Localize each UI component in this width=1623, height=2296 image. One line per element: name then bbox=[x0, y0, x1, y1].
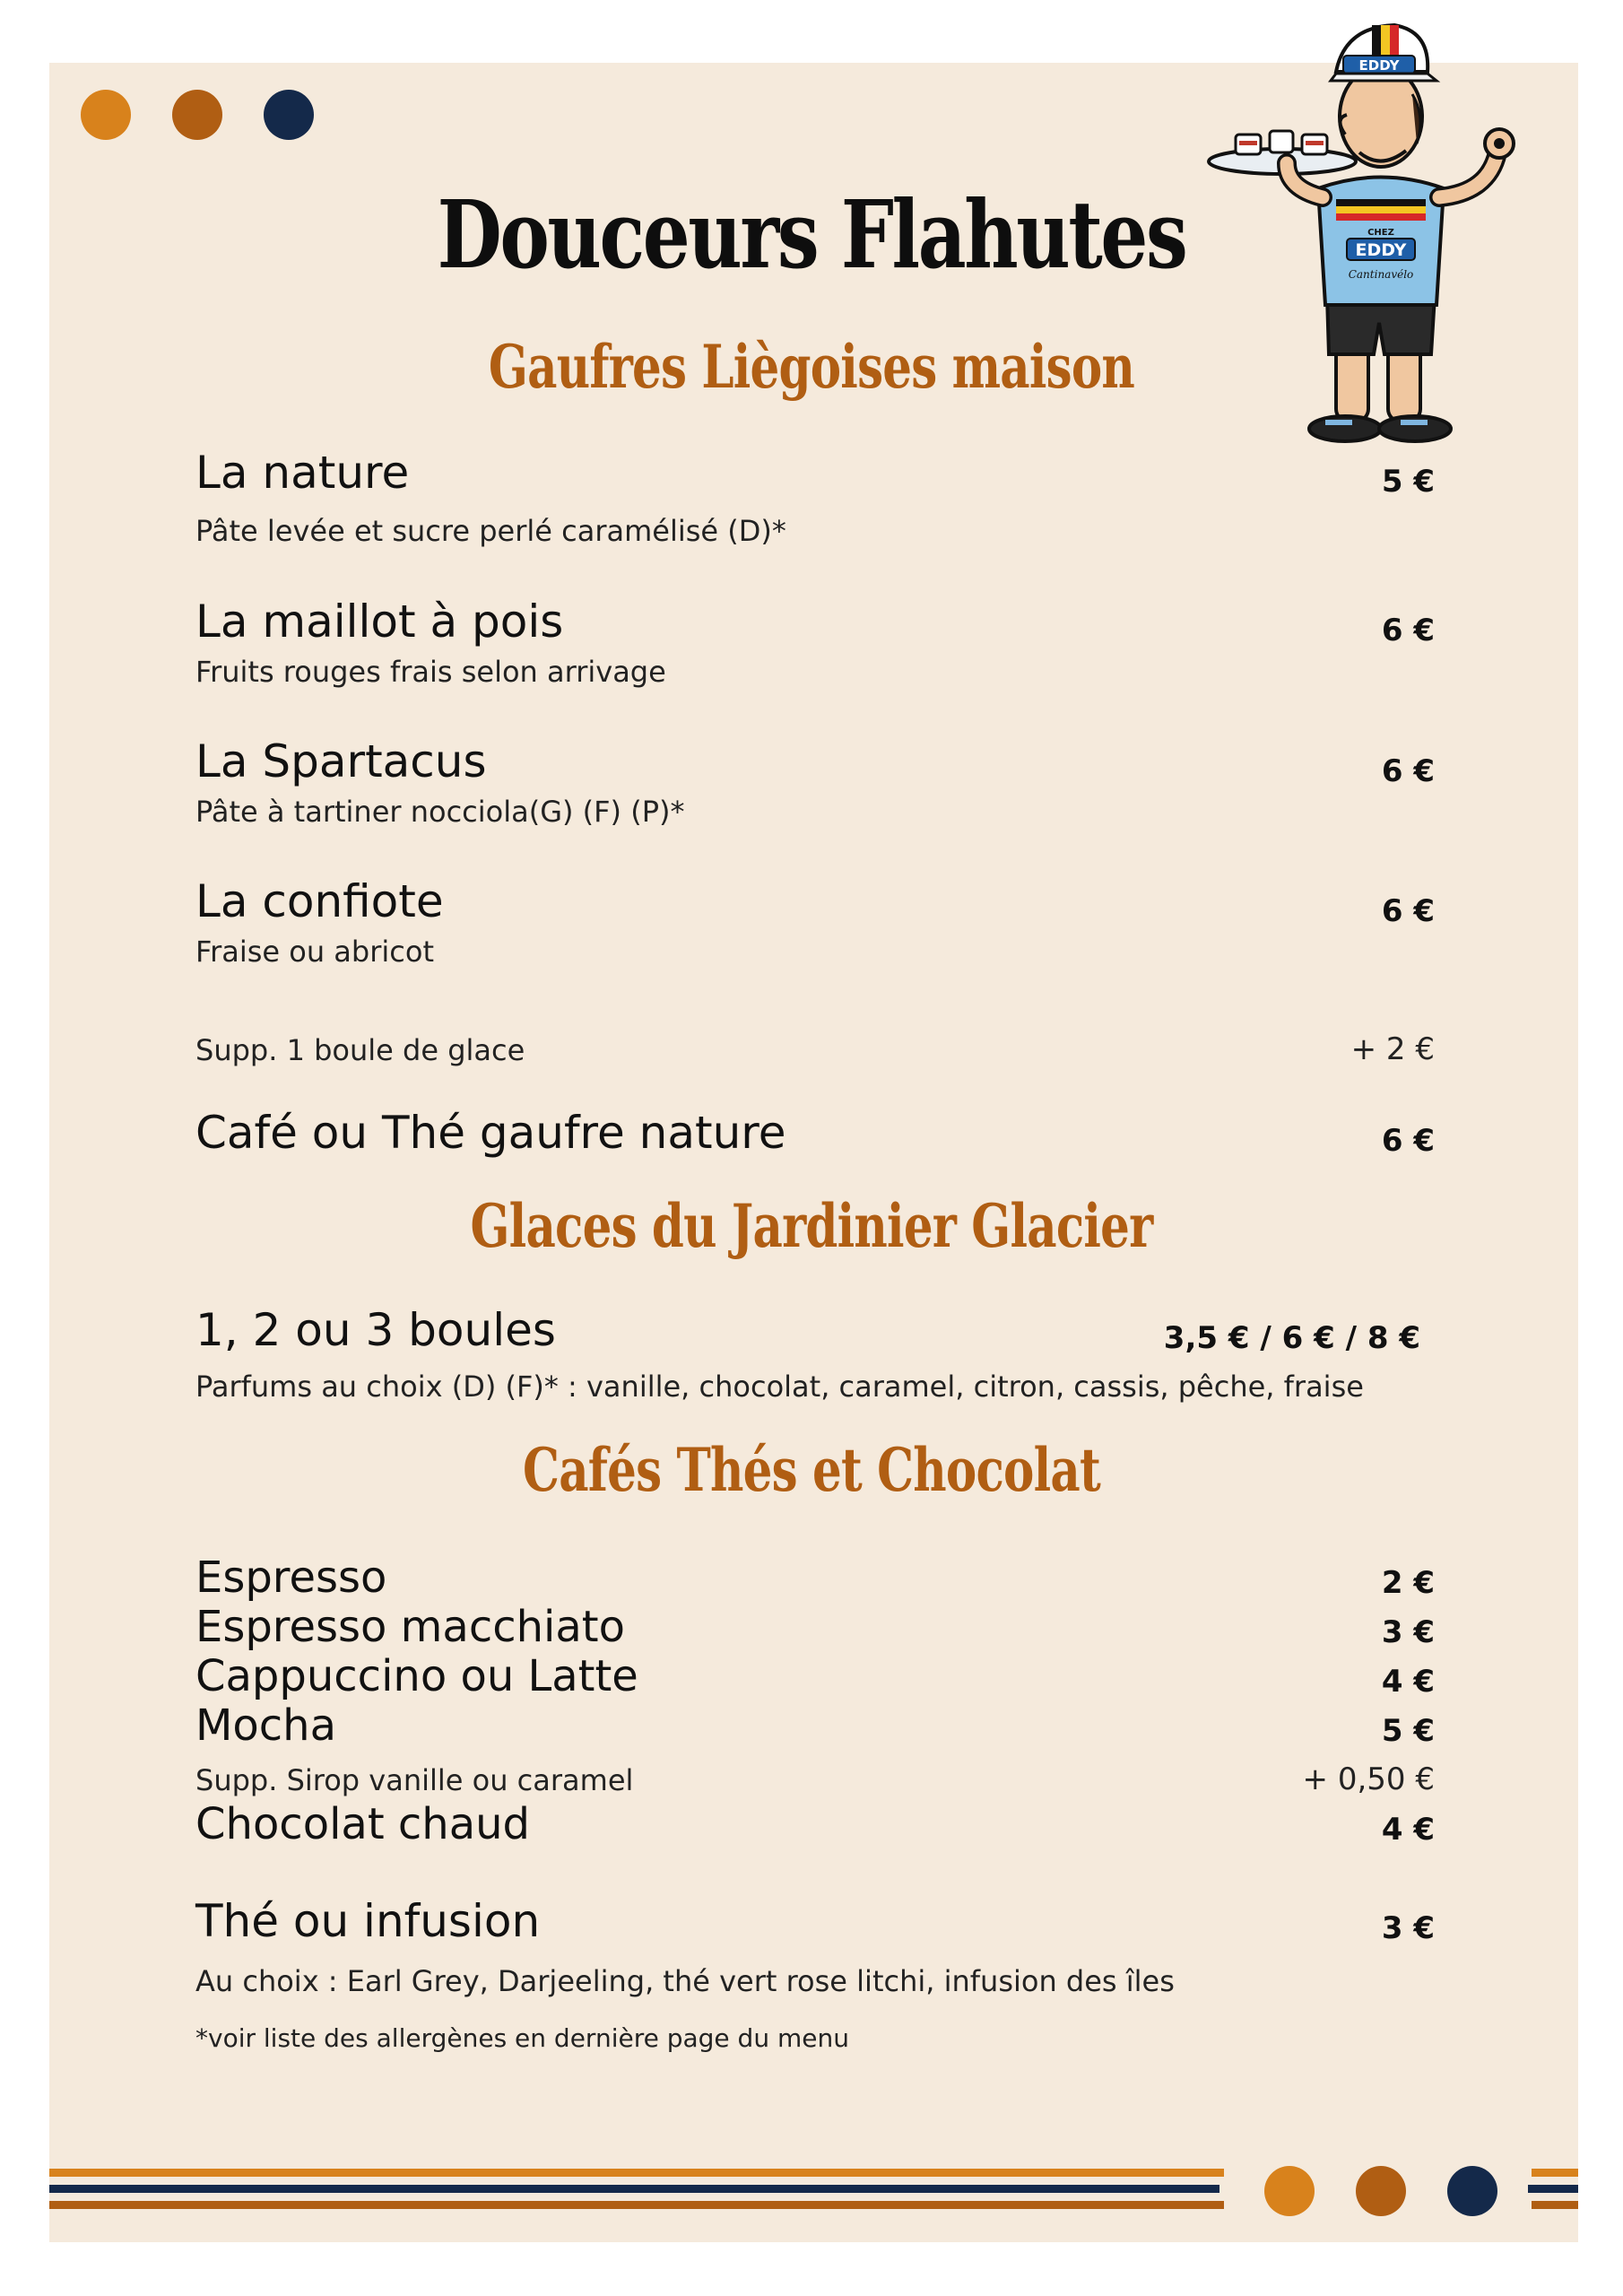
item-price-mocha: 5 € bbox=[1381, 1713, 1435, 1749]
item-price-maillot-a-pois: 6 € bbox=[1381, 613, 1435, 648]
footer-stripe-brown bbox=[49, 2201, 1224, 2209]
cap-eddy-text: EDDY bbox=[1358, 57, 1400, 74]
item-name-confiote: La confiote bbox=[195, 875, 444, 927]
orange-dot bbox=[81, 90, 131, 140]
item-price-chocolat: 4 € bbox=[1381, 1812, 1435, 1848]
item-name-macchiato: Espresso macchiato bbox=[195, 1602, 625, 1652]
item-price-spartacus: 6 € bbox=[1381, 753, 1435, 789]
footer-stripe-navy bbox=[49, 2185, 1219, 2193]
supplement-ice-label: Supp. 1 boule de glace bbox=[195, 1033, 525, 1067]
item-name-spartacus: La Spartacus bbox=[195, 735, 487, 787]
item-desc-the: Au choix : Earl Grey, Darjeeling, thé vert rose litchi, infusion des îles bbox=[195, 1964, 1175, 1998]
item-price-cappuccino: 4 € bbox=[1381, 1664, 1435, 1700]
item-name-mocha: Mocha bbox=[195, 1700, 337, 1751]
item-desc-boules: Parfums au choix (D) (F)* : vanille, chocolat, caramel, citron, cassis, pêche, fraise bbox=[195, 1370, 1364, 1404]
footer-stripe-orange-right bbox=[1532, 2169, 1578, 2177]
item-price-espresso: 2 € bbox=[1381, 1565, 1435, 1601]
item-name-chocolat: Chocolat chaud bbox=[195, 1799, 531, 1849]
brown-dot bbox=[172, 90, 222, 140]
footer-brown-dot bbox=[1356, 2166, 1406, 2216]
supplement-syrup-price: + 0,50 € bbox=[1302, 1761, 1435, 1797]
item-name-espresso: Espresso bbox=[195, 1552, 387, 1603]
navy-dot bbox=[264, 90, 314, 140]
footer-stripe-orange bbox=[49, 2169, 1224, 2177]
item-name-boules: 1, 2 ou 3 boules bbox=[195, 1304, 556, 1356]
shirt-eddy-text: EDDY bbox=[1355, 240, 1407, 260]
footer-stripe-navy-right bbox=[1528, 2185, 1578, 2193]
supplement-ice-price: + 2 € bbox=[1350, 1031, 1435, 1067]
shirt-chez-text: CHEZ bbox=[1367, 228, 1394, 238]
section-title-drinks: Cafés Thés et Chocolat bbox=[523, 1435, 1100, 1505]
page-title: Douceurs Flahutes bbox=[437, 179, 1186, 290]
item-price-confiote: 6 € bbox=[1381, 893, 1435, 929]
item-price-cafe-gaufre: 6 € bbox=[1381, 1123, 1435, 1159]
item-name-maillot-a-pois: La maillot à pois bbox=[195, 596, 564, 648]
footer-navy-dot bbox=[1447, 2166, 1497, 2216]
footer-orange-dot bbox=[1264, 2166, 1315, 2216]
item-price-boules: 3,5 € / 6 € / 8 € bbox=[1163, 1320, 1420, 1356]
item-desc-maillot-a-pois: Fruits rouges frais selon arrivage bbox=[195, 655, 666, 689]
item-price-la-nature: 5 € bbox=[1381, 464, 1435, 500]
allergen-footnote: *voir liste des allergènes en dernière page du menu bbox=[195, 2023, 849, 2053]
footer-stripe-brown-right bbox=[1532, 2201, 1578, 2209]
section-title-waffles: Gaufres Liègoises maison bbox=[488, 332, 1135, 402]
item-desc-confiote: Fraise ou abricot bbox=[195, 935, 434, 969]
supplement-syrup-label: Supp. Sirop vanille ou caramel bbox=[195, 1763, 634, 1797]
section-title-ice-cream: Glaces du Jardinier Glacier bbox=[470, 1191, 1153, 1261]
shirt-script-text: Cantinavélo bbox=[1348, 268, 1414, 281]
item-name-cappuccino: Cappuccino ou Latte bbox=[195, 1651, 638, 1701]
item-name-the: Thé ou infusion bbox=[195, 1895, 541, 1947]
item-desc-spartacus: Pâte à tartiner nocciola(G) (F) (P)* bbox=[195, 795, 685, 829]
item-name-la-nature: La nature bbox=[195, 447, 410, 499]
item-name-cafe-gaufre: Café ou Thé gaufre nature bbox=[195, 1107, 786, 1159]
item-desc-la-nature: Pâte levée et sucre perlé caramélisé (D)* bbox=[195, 514, 786, 548]
item-price-the: 3 € bbox=[1381, 1910, 1435, 1946]
item-price-macchiato: 3 € bbox=[1381, 1614, 1435, 1650]
